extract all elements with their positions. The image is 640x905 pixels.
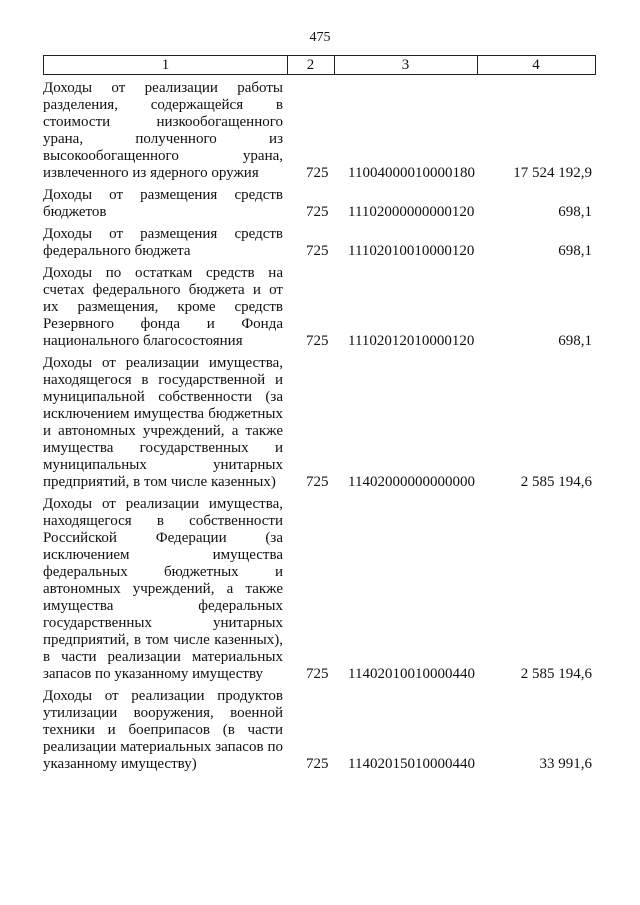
row-budget-code: 11102010010000120 — [348, 243, 475, 259]
row-amount: 2 585 194,6 — [520, 474, 592, 490]
row-description: Доходы от реализации работы разделения, содержащейся в стоимости низкообогащенного урана, полученного из высокообогащенного урана, извлеченного из ядерного оружия — [43, 80, 283, 181]
row-description: Доходы от реализации имущества, находящегося в государственной и муниципальной собственности (за исключением имущества бюджетных и автономных учреждений, а также имущества государственных и муниципальных унитарных предприятий, в том числе казенных) — [43, 355, 283, 490]
header-col-1: 1 — [44, 56, 288, 74]
row-budget-code: 11402010010000440 — [348, 666, 475, 682]
row-budget-code: 11402000000000000 — [348, 474, 475, 490]
row-description: Доходы от реализации продуктов утилизации вооружения, военной техники и боеприпасов (в части реализации материальных запасов по указанному имуществу) — [43, 688, 283, 772]
row-budget-code: 11102012010000120 — [348, 333, 475, 349]
table-row — [43, 226, 596, 260]
table-row — [43, 688, 596, 773]
table-row — [43, 355, 596, 491]
row-description: Доходы от размещения средств федерального бюджета — [43, 226, 283, 259]
row-description: Доходы от реализации имущества, находящегося в собственности Российской Федерации (за исключением имущества федеральных бюджетных и автономных учреждений, а также имущества федеральных государственных унитарных предприятий, в том числе казенных), в части реализации материальных запасов по указанному имуществу — [43, 496, 283, 682]
table-body — [43, 80, 596, 778]
row-description: Доходы по остаткам средств на счетах федерального бюджета и от их размещения, кроме средств Резервного фонда и Фонда национального благосостояния — [43, 265, 283, 349]
row-budget-code: 11402015010000440 — [348, 756, 475, 772]
row-amount: 698,1 — [558, 333, 592, 349]
page-number: 475 — [309, 30, 331, 45]
header-col-2: 2 — [287, 56, 335, 74]
row-admin-code: 725 — [306, 666, 329, 682]
header-col-4: 4 — [532, 57, 540, 73]
row-amount: 2 585 194,6 — [520, 666, 592, 682]
row-budget-code: 11102000000000120 — [348, 204, 475, 220]
table-row — [43, 265, 596, 350]
row-amount: 698,1 — [558, 204, 592, 220]
row-budget-code: 11004000010000180 — [348, 165, 475, 181]
row-admin-code: 725 — [306, 204, 329, 220]
row-admin-code: 725 — [306, 474, 329, 490]
row-admin-code: 725 — [306, 333, 329, 349]
table-row — [43, 187, 596, 221]
table-header — [43, 55, 596, 75]
table-row — [43, 496, 596, 683]
row-amount: 698,1 — [558, 243, 592, 259]
row-amount: 17 524 192,9 — [513, 165, 592, 181]
row-admin-code: 725 — [306, 756, 329, 772]
table-row — [43, 80, 596, 182]
row-amount: 33 991,6 — [539, 756, 592, 772]
header-col-3: 3 — [334, 56, 478, 74]
row-admin-code: 725 — [306, 165, 329, 181]
row-description: Доходы от размещения средств бюджетов — [43, 187, 283, 220]
row-admin-code: 725 — [306, 243, 329, 259]
